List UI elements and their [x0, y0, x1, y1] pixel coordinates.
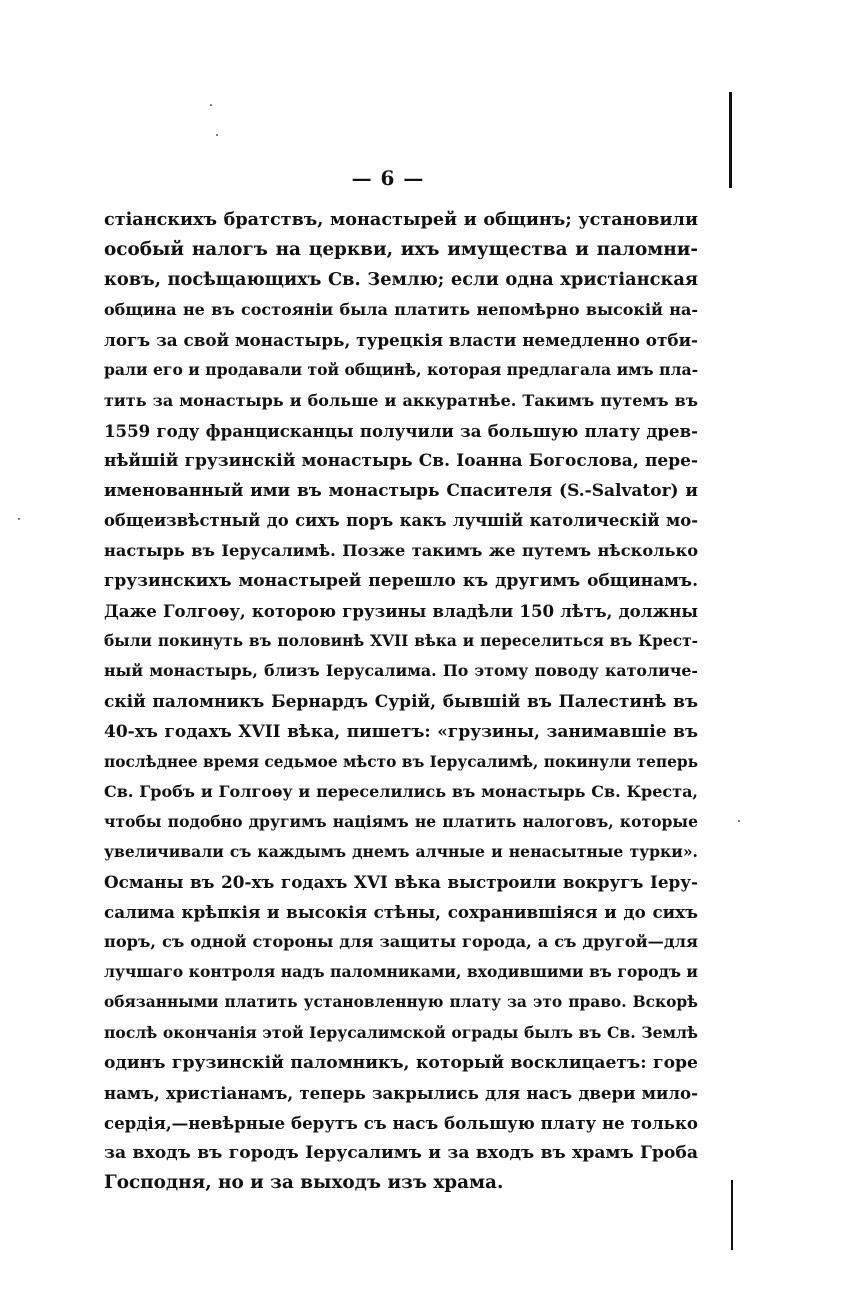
text-line: логъ за свой монастырь, турецкія власти немедленно отби-	[104, 330, 698, 351]
text-line: ковъ, посѣщающихъ Св. Землю; если одна христіанская	[104, 269, 698, 291]
text-line: Господня, но и за выходъ изъ храма.	[104, 1172, 504, 1193]
text-line: рали его и продавали той общинѣ, которая предлагала имъ пла-	[104, 360, 699, 380]
body-text	[104, 205, 698, 1198]
text-line: особый налогъ на церкви, ихъ имущества и паломни-	[104, 239, 698, 261]
text-line: скій паломникъ Бернардъ Сурій, бывшій въ Палестинѣ въ	[104, 691, 698, 712]
text-line: стіанскихъ братствъ, монастырей и общинъ; установили	[104, 209, 698, 230]
text-line: Даже Голгоѳу, которою грузины владѣли 150 лѣтъ, должны	[104, 601, 698, 622]
text-line: послѣднее время седьмое мѣсто въ Іерусалимѣ, покинули теперь	[104, 752, 699, 771]
speck	[210, 104, 212, 106]
page-number: — 6 —	[351, 166, 425, 190]
text-line: тить за монастырь и больше и аккуратнѣе. Такимъ путемъ въ	[104, 390, 698, 410]
text-line: были покинуть въ половинѣ XVII вѣка и переселиться въ Крест-	[104, 632, 698, 651]
text-line: нѣйшій грузинскій монастырь Св. Іоанна Богослова, пере-	[104, 450, 698, 471]
text-line: обязанными платить установленную плату за это право. Вскорѣ	[104, 993, 698, 1012]
text-line: поръ, съ одной стороны для защиты города, а съ другой—для	[104, 932, 698, 952]
speck	[216, 134, 218, 136]
text-line: настырь въ Іерусалимѣ. Позже такимъ же путемъ нѣсколько	[104, 541, 698, 561]
text-line: Св. Гробъ и Голгоѳу и переселились въ монастырь Св. Креста,	[104, 781, 698, 801]
text-line: увеличивали съ каждымъ днемъ алчные и ненасытные турки».	[104, 841, 698, 861]
speck	[738, 820, 740, 822]
text-line: за входъ въ городъ Іерусалимъ и за входъ въ храмъ Гроба	[104, 1142, 698, 1163]
text-line: 1559 году францисканцы получили за большую плату древ-	[104, 420, 698, 441]
text-line: одинъ грузинскій паломникъ, который восклицаетъ: горе	[104, 1052, 698, 1073]
text-line: чтобы подобно другимъ націямъ не платить налоговъ, которые	[104, 811, 698, 831]
text-line: грузинскихъ монастырей перешло къ другимъ общинамъ.	[104, 571, 698, 592]
text-line: намъ, христіанамъ, теперь закрылись для насъ двери мило-	[104, 1082, 698, 1103]
text-line: сердія,—невѣрные берутъ съ насъ большую плату не только	[104, 1112, 698, 1133]
text-line: именованный ими въ монастырь Спасителя (S.-Salvator) и	[104, 480, 698, 501]
text-line: лучшаго контроля надъ паломниками, входившими въ городъ и	[104, 962, 698, 982]
speck	[18, 518, 20, 520]
text-line: общеизвѣстный до сихъ поръ какъ лучшій католическій мо-	[104, 510, 698, 530]
text-line: 40-хъ годахъ XVII вѣка, пишетъ: «грузины, занимавшіе въ	[104, 721, 698, 742]
text-line: салима крѣпкія и высокія стѣны, сохранившіяся и до сихъ	[104, 902, 698, 923]
text-line: послѣ окончанія этой Іерусалимской ограды былъ въ Св. Землѣ	[104, 1022, 698, 1042]
text-line: ный монастырь, близъ Іерусалима. По этому поводу католиче-	[104, 661, 698, 681]
text-line: Османы въ 20-хъ годахъ XVI вѣка выстроили вокругъ Іеру-	[104, 872, 698, 893]
page-edge-mark-bottom	[731, 1180, 733, 1250]
text-line: община не въ состояніи была платить непомѣрно высокій на-	[104, 300, 698, 320]
